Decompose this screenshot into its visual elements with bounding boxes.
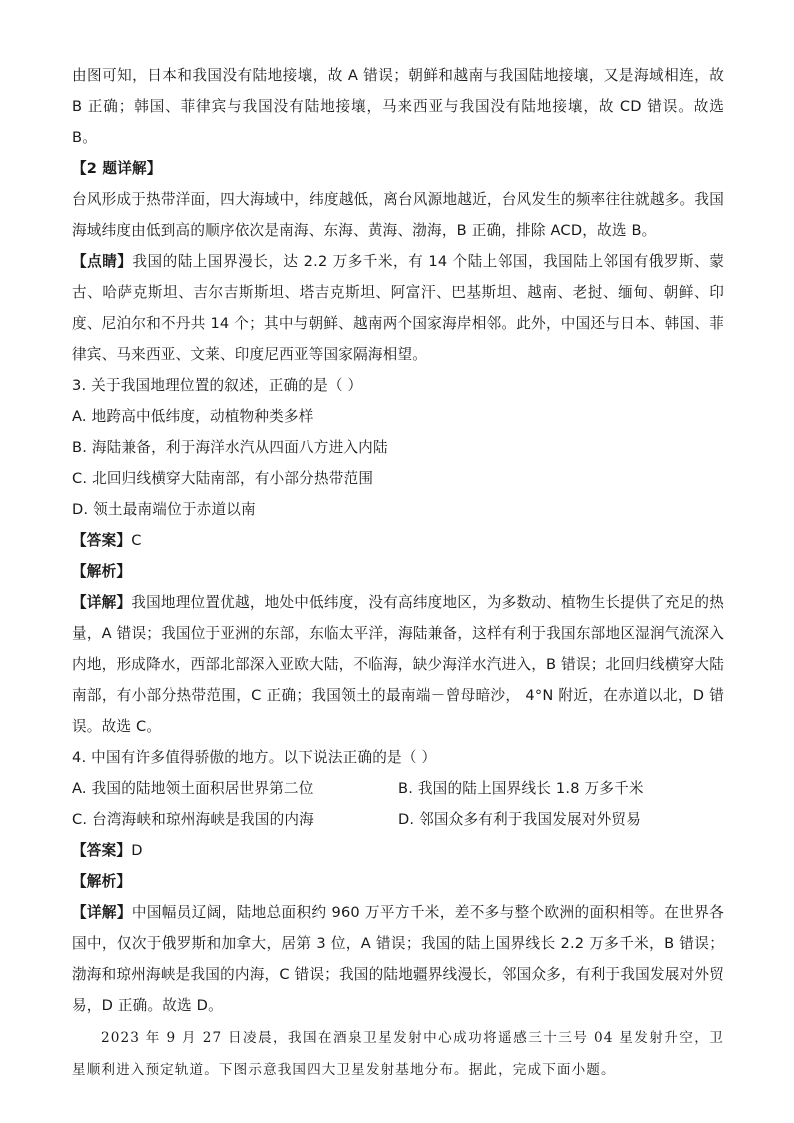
detail-text: 中国幅员辽阔，陆地总面积约 960 万平方千米，差不多与整个欧洲的面积相等。在世界各国中，仅次于俄罗斯和加拿大，居第 3 位，A 错误；我国的陆上国界线长 2.2 万多千米，B 错误；渤海和琼州海峡是我国的内海，C 错误；我国的陆地疆界线漫长，邻国众多，有利于我国发展对外贸易，D 正确。故选 D。 — [72, 904, 724, 1014]
tip-paragraph — [72, 246, 724, 370]
detail-tag: 【详解】 — [72, 904, 132, 921]
q3-option-a: A. 地跨高中低纬度，动植物种类多样 — [72, 408, 314, 425]
answer-tag: 【答案】 — [72, 532, 132, 549]
q4-options-row-1 — [72, 773, 724, 804]
analysis-tag: 【解析】 — [72, 563, 132, 580]
q2-detail-tag: 【2 题详解】 — [72, 160, 162, 177]
answer-value: C — [131, 532, 142, 549]
q4-options-row-2 — [72, 804, 724, 835]
q4-option-d: D. 邻国众多有利于我国发展对外贸易 — [398, 811, 642, 828]
tip-text: 我国的陆上国界漫长，达 2.2 万多千米，有 14 个陆上邻国，我国陆上邻国有俄罗斯、蒙古、哈萨克斯坦、吉尔吉斯斯坦、塔吉克斯坦、阿富汗、巴基斯坦、越南、老挝、缅甸、朝鲜、印度、尼泊尔和不丹共 14 个；其中与朝鲜、越南两个国家海岸相邻。此外，中国还与日本、韩国、菲律宾、马来西亚、文莱、印度尼西亚等国家隔海相望。 — [72, 253, 724, 363]
answer-tag: 【答案】 — [72, 842, 132, 859]
q3-answer — [72, 525, 724, 556]
q3-detail — [72, 587, 724, 742]
q1-explanation: 由图可知，日本和我国没有陆地接壤，故 A 错误；朝鲜和越南与我国陆地接壤，又是海域相连，故 B 正确；韩国、菲律宾与我国没有陆地接壤，马来西亚与我国没有陆地接壤，故 CD 错误。故选 B。 — [72, 67, 724, 146]
q4-detail — [72, 897, 724, 1021]
q3-option-d: D. 领土最南端位于赤道以南 — [72, 501, 256, 518]
q4-stem: 4. 中国有许多值得骄傲的地方。以下说法正确的是（ ） — [72, 749, 437, 766]
q4-analysis-heading — [72, 866, 724, 897]
q4-option-a: A. 我国的陆地领土面积居世界第二位 — [72, 780, 314, 797]
q4-option-b: B. 我国的陆上国界线长 1.8 万多千米 — [398, 780, 644, 797]
q3-option-c: C. 北回归线横穿大陆南部，有小部分热带范围 — [72, 470, 374, 487]
analysis-tag: 【解析】 — [72, 873, 132, 890]
q3-analysis-heading — [72, 556, 724, 587]
q2-explanation: 台风形成于热带洋面，四大海域中，纬度越低，离台风源地越近，台风发生的频率往往就越多。我国海域纬度由低到高的顺序依次是南海、东海、黄海、渤海，B 正确，排除 ACD，故选 B。 — [72, 191, 724, 239]
detail-text: 我国地理位置优越，地处中低纬度，没有高纬度地区，为多数动、植物生长提供了充足的热量，A 错误；我国位于亚洲的东部，东临太平洋，海陆兼备，这样有利于我国东部地区湿润气流深入内地，形成降水，西部北部深入亚欧大陆，不临海，缺少海洋水汽进入，B 错误；北回归线横穿大陆南部，有小部分热带范围，C 正确；我国领土的最南端－曾母暗沙， 4°N 附近，在赤道以北，D 错误。故选 C。 — [72, 594, 724, 735]
q3-option-b: B. 海陆兼备，利于海洋水汽从四面八方进入内陆 — [72, 439, 388, 456]
q4-option-c: C. 台湾海峡和琼州海峡是我国的内海 — [72, 811, 314, 828]
tip-tag: 【点睛】 — [72, 253, 133, 270]
document-page — [72, 60, 724, 1086]
detail-tag: 【详解】 — [72, 594, 132, 611]
q4-answer — [72, 835, 724, 866]
q2-detail-heading — [72, 153, 724, 184]
q3-stem: 3. 关于我国地理位置的叙述，正确的是（ ） — [72, 377, 363, 394]
material-intro: 2023 年 9 月 27 日凌晨，我国在酒泉卫星发射中心成功将遥感三十三号 04 星发射升空，卫星顺利进入预定轨道。下图示意我国四大卫星发射基地分布。据此，完成下面小题。 — [72, 1030, 724, 1078]
answer-value: D — [131, 842, 143, 859]
